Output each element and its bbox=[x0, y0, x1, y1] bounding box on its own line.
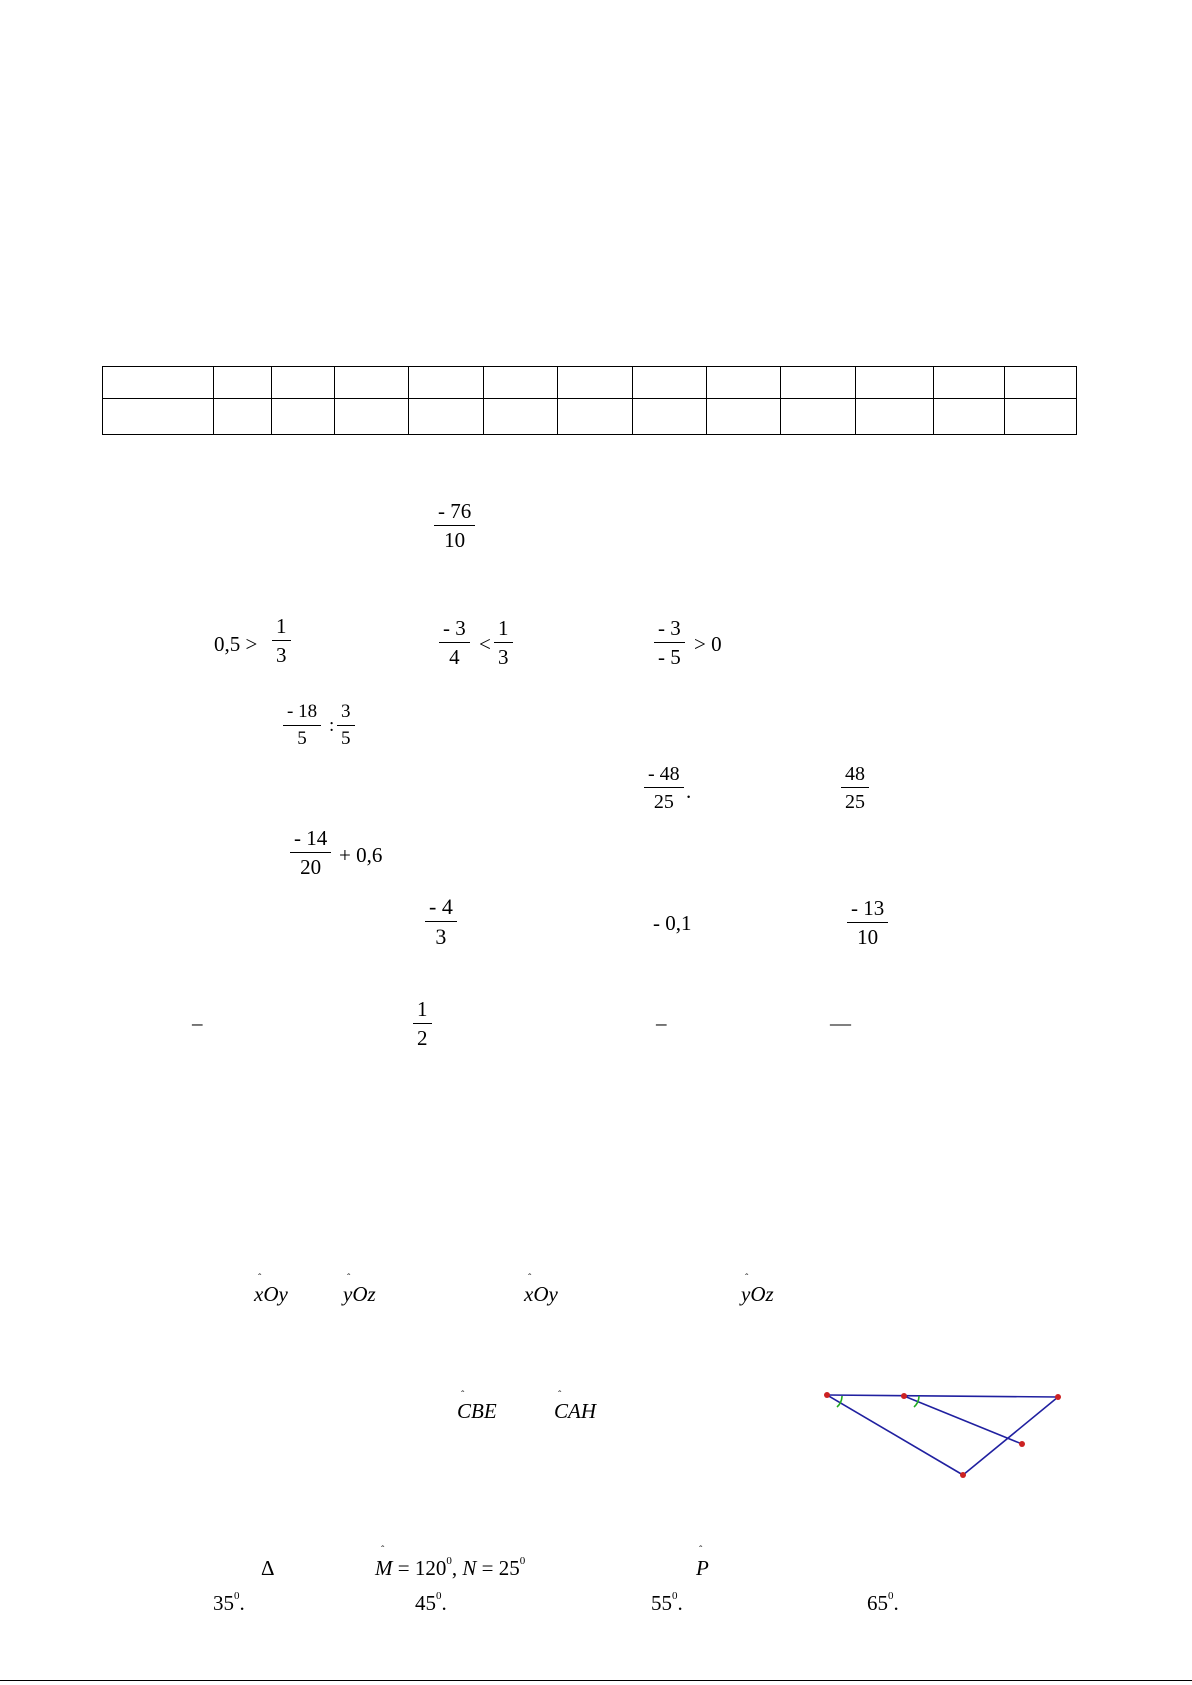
angle-m-expression bbox=[375, 1555, 526, 1580]
figure-point bbox=[1055, 1394, 1061, 1400]
compare-a-left: 0,5 > bbox=[214, 632, 258, 656]
denominator: 3 bbox=[435, 924, 447, 950]
compare-c-right: > 0 bbox=[694, 632, 722, 656]
table-cell bbox=[214, 367, 272, 399]
numerator: 1 bbox=[272, 615, 291, 641]
table-cell bbox=[409, 367, 484, 399]
angle-hat: ˆ bbox=[699, 1545, 703, 1556]
figure-segment bbox=[963, 1397, 1058, 1475]
denominator: - 5 bbox=[658, 645, 681, 670]
angle-yoz: yOz bbox=[343, 1282, 376, 1306]
period: . bbox=[686, 779, 692, 803]
denominator: 5 bbox=[341, 727, 351, 749]
table-cell bbox=[1005, 367, 1077, 399]
table-row bbox=[103, 367, 1077, 399]
denominator: 3 bbox=[276, 643, 287, 668]
table-cell bbox=[934, 367, 1005, 399]
figure-segment bbox=[827, 1395, 963, 1475]
numerator: 1 bbox=[494, 617, 513, 643]
angle-m-label: M bbox=[375, 1556, 393, 1580]
option-value: 55 bbox=[651, 1591, 672, 1615]
degree: 0 bbox=[888, 1590, 894, 1602]
denominator: 20 bbox=[300, 855, 322, 880]
option-d bbox=[867, 1590, 899, 1615]
table-cell bbox=[272, 399, 335, 435]
denominator: 25 bbox=[845, 791, 865, 813]
figure-point bbox=[1019, 1441, 1025, 1447]
division-fraction-1 bbox=[283, 702, 321, 750]
figure-segment bbox=[827, 1395, 1058, 1397]
table-row bbox=[103, 399, 1077, 435]
fraction-neg76-10 bbox=[434, 500, 475, 552]
division-sign: : bbox=[329, 715, 335, 736]
half-fraction bbox=[413, 998, 432, 1050]
figure-point bbox=[824, 1392, 830, 1398]
denominator: 5 bbox=[297, 727, 307, 749]
sum-rest: + 0,6 bbox=[339, 843, 383, 867]
denominator: 4 bbox=[449, 645, 460, 670]
option-value: 65 bbox=[867, 1591, 888, 1615]
triangle-symbol: Δ bbox=[261, 1556, 275, 1580]
table-cell bbox=[484, 399, 558, 435]
option-value: 45 bbox=[415, 1591, 436, 1615]
table-cell bbox=[272, 367, 335, 399]
denominator: 25 bbox=[653, 791, 674, 813]
compare-a-fraction bbox=[272, 615, 291, 667]
angle-n-label: N bbox=[462, 1556, 477, 1580]
angle-hat: ˆ bbox=[258, 1273, 262, 1284]
table-cell bbox=[335, 399, 409, 435]
figure-segment bbox=[904, 1396, 1022, 1444]
angle-yoz: yOz bbox=[741, 1282, 774, 1306]
period: . bbox=[239, 1591, 245, 1615]
denominator: 3 bbox=[498, 645, 509, 670]
angle-hat: ˆ bbox=[558, 1390, 562, 1401]
figure-points bbox=[824, 1392, 1061, 1478]
numerator: - 14 bbox=[290, 827, 331, 853]
angle-n-value: = 25 bbox=[481, 1556, 520, 1580]
comma: , bbox=[451, 1556, 458, 1580]
dash: – bbox=[656, 1011, 667, 1035]
table-cell bbox=[558, 367, 633, 399]
figure-point bbox=[901, 1393, 907, 1399]
compare-b-fraction-1 bbox=[439, 617, 470, 669]
dash: — bbox=[830, 1011, 851, 1035]
numerator: - 3 bbox=[654, 617, 685, 643]
compare-c-fraction bbox=[654, 617, 685, 669]
dash: – bbox=[192, 1011, 203, 1035]
table-cell bbox=[707, 399, 781, 435]
table-cell bbox=[335, 367, 409, 399]
period: . bbox=[893, 1591, 899, 1615]
degree: 0 bbox=[234, 1590, 240, 1602]
geometry-figure bbox=[818, 1386, 1068, 1486]
option-b bbox=[415, 1590, 447, 1615]
numerator: - 3 bbox=[439, 617, 470, 643]
division-fraction-2 bbox=[337, 702, 355, 750]
table-cell bbox=[856, 399, 934, 435]
numerator: - 4 bbox=[425, 895, 457, 922]
table-cell bbox=[781, 399, 856, 435]
sum-option-d bbox=[847, 897, 888, 949]
denominator: 10 bbox=[444, 528, 466, 553]
option-value: 35 bbox=[213, 1591, 234, 1615]
table-cell bbox=[558, 399, 633, 435]
table-cell bbox=[934, 399, 1005, 435]
degree: 0 bbox=[672, 1590, 678, 1602]
numerator: 48 bbox=[841, 763, 869, 788]
angle-hat: ˆ bbox=[461, 1390, 465, 1401]
option-c bbox=[651, 1590, 683, 1615]
sum-option-b bbox=[425, 895, 457, 949]
sum-fraction bbox=[290, 827, 331, 879]
angle-p-label: P bbox=[696, 1556, 709, 1580]
numerator: - 18 bbox=[283, 702, 321, 726]
angle-m-value: = 120 bbox=[397, 1556, 447, 1580]
degree: 0 bbox=[446, 1555, 452, 1567]
angle-cah: CAH bbox=[554, 1399, 596, 1423]
numerator: - 48 bbox=[644, 763, 684, 788]
numerator: 1 bbox=[413, 998, 432, 1024]
figure-lines bbox=[827, 1395, 1058, 1475]
angle-hat: ˆ bbox=[347, 1273, 351, 1284]
denominator: 10 bbox=[857, 925, 879, 950]
table-cell bbox=[633, 367, 707, 399]
table-cell bbox=[103, 399, 214, 435]
numerator: 3 bbox=[337, 702, 355, 726]
period: . bbox=[441, 1591, 447, 1615]
angle-hat: ˆ bbox=[528, 1273, 532, 1284]
compare-b-fraction-2 bbox=[494, 617, 513, 669]
table-cell bbox=[781, 367, 856, 399]
degree: 0 bbox=[436, 1590, 442, 1602]
table-cell bbox=[484, 367, 558, 399]
numerator: - 13 bbox=[847, 897, 888, 923]
table-cell bbox=[103, 367, 214, 399]
angle-cbe: CBE bbox=[457, 1399, 497, 1423]
degree: 0 bbox=[519, 1555, 526, 1567]
period: . bbox=[677, 1591, 683, 1615]
angle-hat: ˆ bbox=[381, 1545, 385, 1556]
denominator: 2 bbox=[417, 1026, 428, 1051]
angle-hat: ˆ bbox=[745, 1273, 749, 1284]
page-bottom-rule bbox=[0, 1680, 1192, 1681]
answer-table bbox=[102, 366, 1077, 435]
table-cell bbox=[409, 399, 484, 435]
compare-b-sign: < bbox=[479, 632, 491, 656]
table-cell bbox=[707, 367, 781, 399]
table-cell bbox=[1005, 399, 1077, 435]
angle-xoy: xOy bbox=[524, 1282, 558, 1306]
table-cell bbox=[856, 367, 934, 399]
division-option-d bbox=[841, 763, 869, 813]
division-option-c bbox=[644, 763, 684, 813]
option-a bbox=[213, 1590, 245, 1615]
angle-xoy: xOy bbox=[254, 1282, 288, 1306]
sum-option-c: - 0,1 bbox=[653, 911, 692, 935]
figure-point bbox=[960, 1472, 966, 1478]
numerator: - 76 bbox=[434, 500, 475, 526]
table-cell bbox=[214, 399, 272, 435]
table-cell bbox=[633, 399, 707, 435]
